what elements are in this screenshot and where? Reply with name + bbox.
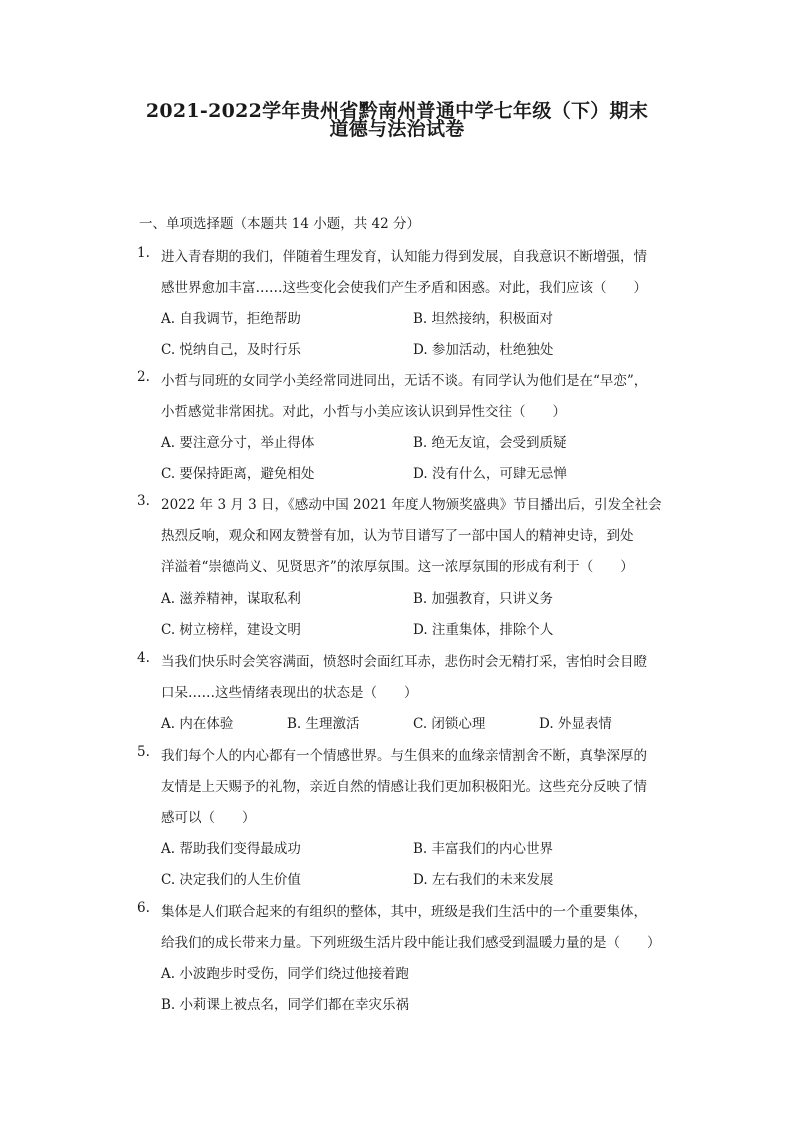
exam-title-line2-text: 道德与法治试卷 bbox=[329, 118, 465, 140]
exam-title-line1: 2021-2022学年贵州省黔南州普通中学七年级（下）期末 bbox=[145, 100, 649, 122]
option-d: D. 左右我们的未来发展 bbox=[413, 872, 554, 888]
option-d: D. 注重集体，排除个人 bbox=[413, 622, 554, 638]
question-number: 5. bbox=[137, 744, 150, 760]
option-a: A. 小波跑步时受伤，同学们绕过他接着跑 bbox=[161, 966, 409, 982]
question-number: 6. bbox=[137, 900, 150, 916]
option-a: A. 内在体验 bbox=[161, 716, 234, 732]
question-text-line: 小哲与同班的女同学小美经常同进同出，无话不谈。有同学认为他们是在“早恋”， bbox=[161, 373, 648, 389]
question-number: 4. bbox=[137, 650, 150, 666]
option-b: B. 加强教育，只讲义务 bbox=[413, 591, 554, 607]
section-heading: 一、单项选择题（本题共 14 小题，共 42 分） bbox=[139, 216, 421, 232]
question-text-line: 小哲感觉非常困扰。对此，小哲与小美应该认识到异性交往（ ） bbox=[161, 404, 566, 420]
option-c: C. 要保持距离，避免相处 bbox=[161, 466, 315, 482]
question-text-line: 洋溢着“崇德尚义、见贤思齐”的浓厚氛围。这一浓厚氛围的形成有利于（ ） bbox=[161, 559, 634, 575]
question-text-line: 友情是上天赐予的礼物，亲近自然的情感让我们更加积极阳光。这些充分反映了情 bbox=[161, 779, 647, 795]
option-d: D. 参加活动，杜绝独处 bbox=[413, 342, 554, 358]
question-text-line: 进入青春期的我们，伴随着生理发育，认知能力得到发展，自我意识不断增强，情 bbox=[161, 249, 647, 265]
option-b: B. 丰富我们的内心世界 bbox=[413, 841, 554, 857]
question-text-line: 当我们快乐时会笑容满面，愤怒时会面红耳赤，悲伤时会无精打采，害怕时会目瞪 bbox=[161, 654, 647, 670]
option-a: A. 要注意分寸，举止得体 bbox=[161, 435, 315, 451]
exam-title-line2 bbox=[0, 114, 794, 141]
option-b: B. 小莉课上被点名，同学们都在幸灾乐祸 bbox=[161, 997, 410, 1013]
question-text-line: 热烈反响，观众和网友赞誉有加，认为节目谱写了一部中国人的精神史诗，到处 bbox=[161, 528, 634, 544]
question-number: 2. bbox=[137, 369, 150, 385]
option-b: B. 绝无友谊，会受到质疑 bbox=[413, 435, 567, 451]
question-text-line: 我们每个人的内心都有一个情感世界。与生俱来的血缘亲情割舍不断，真挚深厚的 bbox=[161, 748, 647, 764]
option-d: D. 没有什么，可肆无忌惮 bbox=[413, 466, 567, 482]
question-number: 3. bbox=[137, 493, 150, 509]
question-text-line: 集体是人们联合起来的有组织的整体，其中，班级是我们生活中的一个重要集体， bbox=[161, 904, 647, 920]
option-c: C. 决定我们的人生价值 bbox=[161, 872, 301, 888]
question-text-line: 2022 年 3 月 3 日，《感动中国 2021 年度人物颁奖盛典》节目播出后，引发全社会 bbox=[161, 497, 662, 513]
question-text-line: 感世界愈加丰富……这些变化会使我们产生矛盾和困惑。对此，我们应该（ ） bbox=[161, 280, 647, 296]
question-number: 1. bbox=[137, 245, 150, 261]
option-c: C. 悦纳自己，及时行乐 bbox=[161, 342, 301, 358]
option-a: A. 帮助我们变得最成功 bbox=[161, 841, 301, 857]
question-text-line: 感可以（ ） bbox=[161, 810, 256, 826]
option-c: C. 闭锁心理 bbox=[413, 716, 486, 732]
question-text-line: 给我们的成长带来力量。下列班级生活片段中能让我们感受到温暖力量的是（ ） bbox=[161, 935, 661, 951]
option-b: B. 生理激活 bbox=[287, 716, 360, 732]
option-a: A. 自我调节，拒绝帮助 bbox=[161, 311, 301, 327]
option-b: B. 坦然接纳，积极面对 bbox=[413, 311, 554, 327]
option-a: A. 滋养精神，谋取私利 bbox=[161, 591, 301, 607]
question-text-line: 口呆……这些情绪表现出的状态是（ ） bbox=[161, 685, 418, 701]
option-c: C. 树立榜样，建设文明 bbox=[161, 622, 301, 638]
option-d: D. 外显表情 bbox=[539, 716, 612, 732]
